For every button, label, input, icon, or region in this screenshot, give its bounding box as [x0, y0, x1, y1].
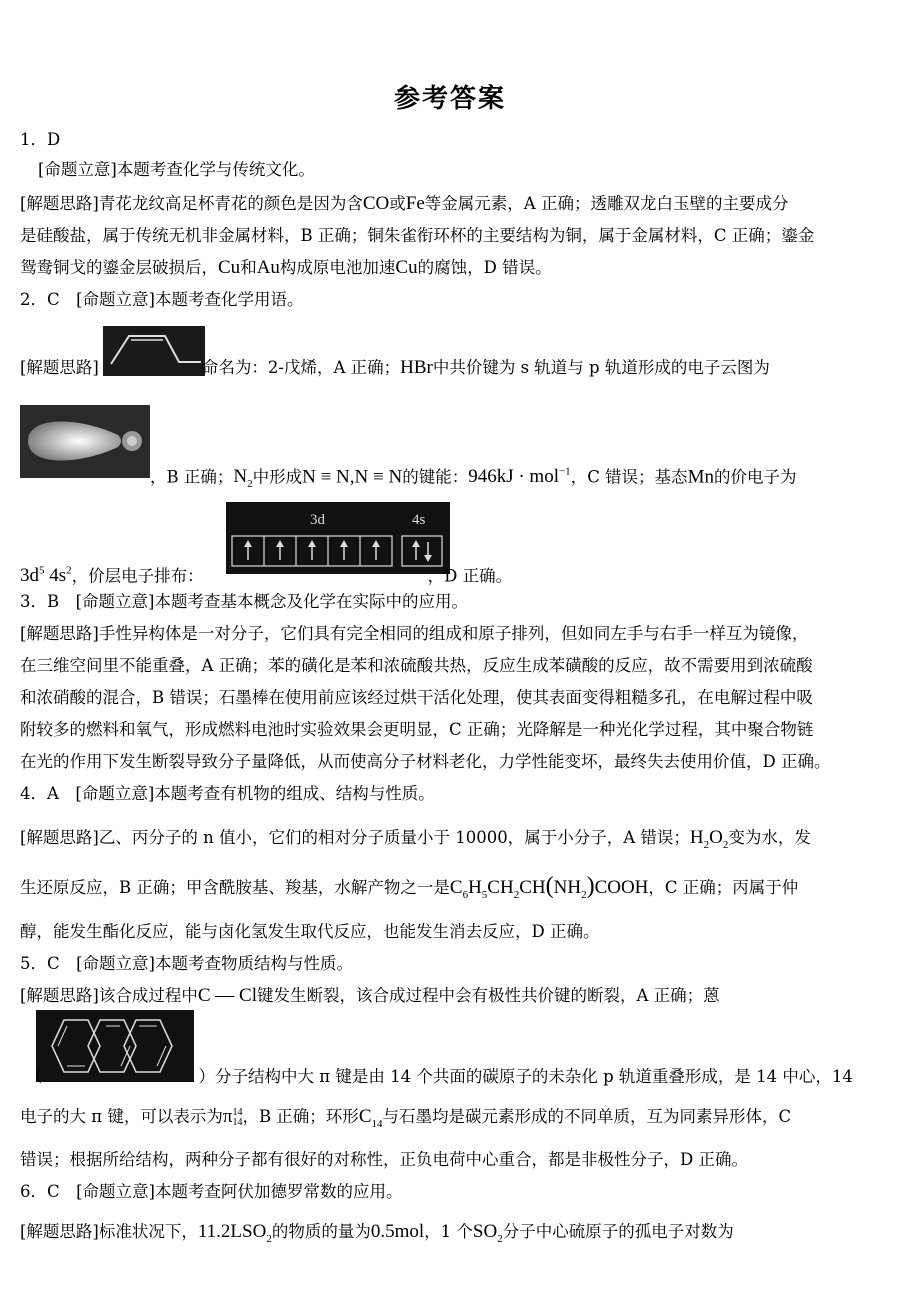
q1-intent: [命题立意]本题考查化学与传统文化。 — [38, 160, 315, 179]
q4-line2: 生还原反应，B 正确；甲含酰胺基、羧基，水解产物之一是$C_6H_5CH_2CH(NH_2)COOH$，C 正确；丙属于仲 — [20, 873, 799, 901]
page-title: 参考答案 — [393, 84, 506, 114]
q5-line1: [解题思路]该合成过程中C — Cl键发生断裂，该合成过程中会有极性共价键的断裂，A 正确；蒽 — [20, 985, 720, 1006]
q1-line2: 是硅酸盐，属于传统无机非金属材料，B 正确；铜朱雀衔环杯的主要结构为铜，属于金属材料，C 正确；鎏金 — [20, 226, 815, 245]
q2-line1: [解题思路] 命名为：2-戊烯，A 正确；HBr中共价键为 s 轨道与 p 轨道形成的电子云图为 — [20, 357, 770, 378]
q2-head: 2．C [命题立意]本题考查化学用语。 — [20, 290, 304, 309]
orbital-3d-label: 3d — [310, 512, 325, 528]
q3-line1: [解题思路]手性异构体是一对分子，它们具有完全相同的组成和原子排列，但如同左手与右手一样互为镜像， — [20, 624, 809, 643]
q4-line1: [解题思路]乙、丙分子的 n 值小，它们的相对分子质量小于 10000，属于小分子，A 错误；$H_2O_2$变为水，发 — [20, 827, 811, 851]
orbital-4s-label: 4s — [412, 512, 426, 528]
q5-head: 5．C [命题立意]本题考查物质结构与性质。 — [20, 954, 353, 973]
q4-head: 4．A [命题立意]本题考查有机物的组成、结构与性质。 — [20, 784, 435, 803]
q1-line1: [解题思路]青花龙纹高足杯青花的颜色是因为含CO或Fe等金属元素，A 正确；透雕双龙白玉壁的主要成分 — [20, 193, 789, 214]
q6-line1: [解题思路]标准状况下，$11.2LSO_2$的物质的量为0.5mol，1 个$SO_2$分子中心硫原子的孤电子对数为 — [20, 1221, 734, 1245]
q5-line4: 错误；根据所给结构，两种分子都有很好的对称性，正负电荷中心重合，都是非极性分子，D 正确。 — [20, 1150, 748, 1169]
q3-line5: 在光的作用下发生断裂导致分子量降低，从而使高分子材料老化，力学性能变坏，最终失去使用价值，D 正确。 — [20, 752, 831, 771]
q3-head: 3．B [命题立意]本题考查基本概念及化学在实际中的应用。 — [20, 592, 468, 611]
q5-line3: 电子的大 π 键，可以表示为π 14 14 ，B 正确；环形$C_{14}$与石墨均是碳元素形成的不同单质，互为同素异形体，C — [20, 1106, 792, 1130]
q1-head: 1．D — [20, 130, 61, 149]
q3-line2: 在三维空间里不能重叠，A 正确；苯的磺化是苯和浓硫酸共热，反应生成苯磺酸的反应，故不需要用到浓硫酸 — [20, 656, 813, 675]
q3-line3: 和浓硝酸的混合，B 错误；石墨棒在使用前应该经过烘干活化处理，使其表面变得粗糙多孔，在电解过程中吸 — [20, 688, 813, 707]
q2-line2: ，B 正确；$N_2$中形成N ≡ N,N ≡ N的键能：946kJ · mol$^{-1}$，C 错误；基态Mn的价电子为 — [150, 466, 797, 491]
q4-line3: 醇，能发生酯化反应，能与卤化氢发生取代反应，也能发生消去反应，D 正确。 — [20, 922, 600, 941]
q3-line4: 附较多的燃料和氧气，形成燃料电池时实验效果会更明显，C 正确；光降解是一种光化学过程，其中聚合物链 — [20, 720, 814, 739]
q6-head: 6．C [命题立意]本题考查阿伏加德罗常数的应用。 — [20, 1182, 403, 1201]
q2-line3: $3d^5$ $4s^2$，价层电子排布： ，D 正确。 — [20, 565, 513, 587]
q1-line3: 鸳鸯铜戈的鎏金层破损后，Cu和Au构成原电池加速Cu的腐蚀，D 错误。 — [20, 257, 552, 278]
up-arrows — [248, 542, 428, 560]
q5-line2: （ ）分子结构中大 π 键是由 14 个共面的碳原子的未杂化 p 轨道重叠形成，是 14 中心，14 — [26, 1067, 853, 1086]
